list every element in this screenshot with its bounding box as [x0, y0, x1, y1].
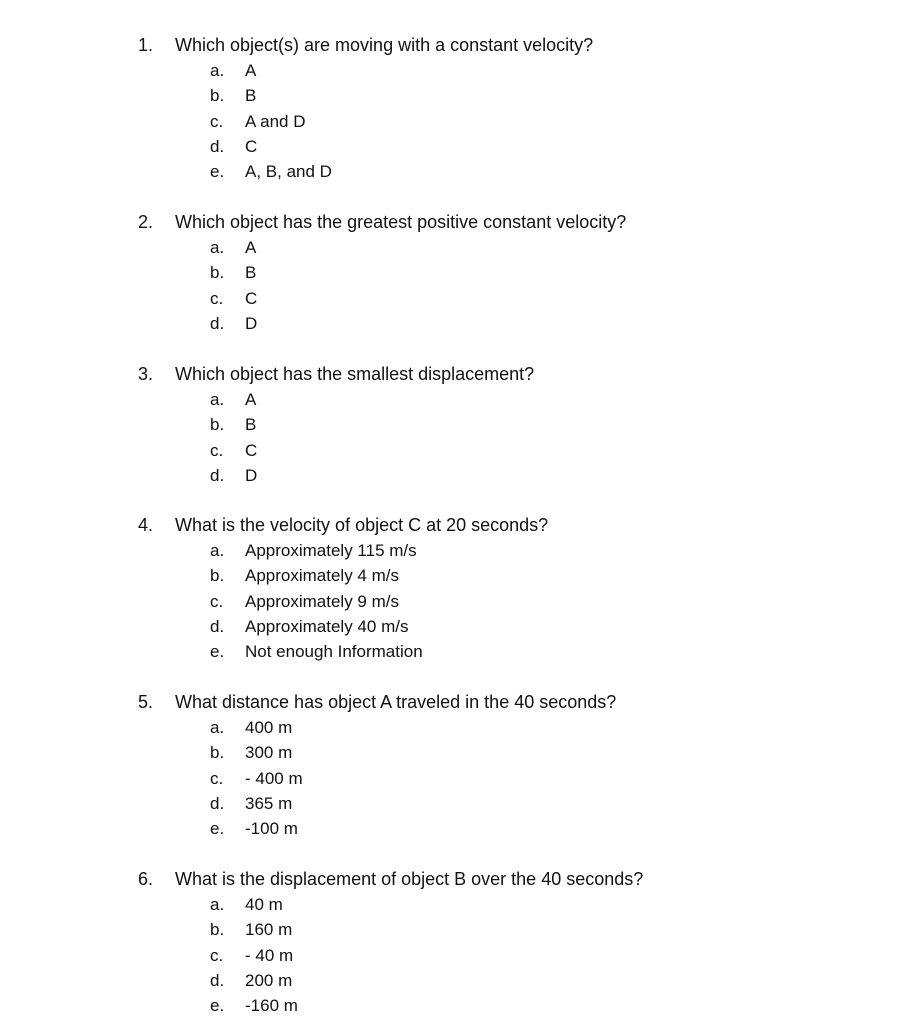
question-text: Which object has the greatest positive constant velocity?	[175, 212, 627, 232]
option-letter: a.	[210, 61, 225, 80]
question-text: Which object has the smallest displacement?	[175, 364, 535, 384]
answer-option	[138, 589, 898, 614]
option-letter: b.	[210, 263, 225, 283]
question-4	[138, 513, 898, 664]
answer-options	[138, 387, 898, 488]
option-letter: d.	[210, 465, 225, 485]
option-letter: e.	[210, 819, 225, 839]
question-stem	[138, 210, 898, 235]
option-letter: c.	[210, 591, 224, 611]
question-stem	[138, 867, 898, 892]
option-letter: a.	[210, 541, 225, 560]
question-stem	[138, 690, 898, 715]
answer-option	[138, 159, 898, 184]
answer-option	[138, 917, 898, 942]
option-letter: c.	[210, 288, 224, 308]
option-letter: c.	[210, 111, 224, 131]
option-letter: b.	[210, 86, 225, 106]
option-letter: a.	[210, 718, 225, 737]
answer-option	[138, 387, 898, 412]
option-text: A	[245, 61, 257, 80]
option-letter: b.	[210, 566, 225, 586]
answer-option	[138, 235, 898, 260]
answer-option	[138, 311, 898, 336]
question-1	[138, 33, 898, 184]
option-text: A	[245, 238, 257, 257]
option-text: C	[245, 136, 258, 156]
option-text: -160 m	[245, 996, 298, 1016]
option-letter: b.	[210, 743, 225, 763]
question-3	[138, 362, 898, 488]
option-letter: d.	[210, 793, 225, 813]
option-text: Approximately 115 m/s	[245, 541, 417, 560]
answer-option	[138, 286, 898, 311]
question-number: 4.	[138, 515, 154, 535]
answer-option	[138, 58, 898, 83]
option-text: C	[245, 288, 258, 308]
question-2	[138, 210, 898, 336]
question-stem	[138, 33, 898, 58]
option-letter: c.	[210, 945, 224, 965]
option-letter: d.	[210, 313, 225, 333]
option-text: Approximately 9 m/s	[245, 591, 399, 611]
answer-option	[138, 538, 898, 563]
option-text: C	[245, 440, 258, 460]
option-text: B	[245, 86, 257, 106]
answer-options	[138, 892, 898, 1018]
option-text: D	[245, 313, 258, 333]
option-text: Approximately 4 m/s	[245, 566, 399, 586]
option-letter: c.	[210, 440, 224, 460]
option-text: - 400 m	[245, 768, 303, 788]
question-text: What is the velocity of object C at 20 seconds?	[175, 515, 549, 535]
answer-option	[138, 83, 898, 108]
option-text: 300 m	[245, 743, 293, 763]
answer-option	[138, 740, 898, 765]
answer-option	[138, 109, 898, 134]
answer-option	[138, 563, 898, 588]
option-letter: b.	[210, 415, 225, 435]
answer-options	[138, 715, 898, 841]
answer-option	[138, 134, 898, 159]
answer-options	[138, 538, 898, 664]
answer-option	[138, 993, 898, 1018]
answer-option	[138, 943, 898, 968]
option-letter: a.	[210, 238, 225, 257]
option-letter: d.	[210, 970, 225, 990]
option-text: 365 m	[245, 793, 293, 813]
answer-options	[138, 58, 898, 184]
answer-option	[138, 412, 898, 437]
option-text: A and D	[245, 111, 306, 131]
option-text: Approximately 40 m/s	[245, 616, 409, 636]
option-letter: e.	[210, 162, 225, 182]
option-text: B	[245, 263, 257, 283]
question-text: Which object(s) are moving with a constant velocity?	[175, 35, 594, 55]
option-text: 200 m	[245, 970, 293, 990]
question-number: 5.	[138, 692, 154, 712]
answer-option	[138, 715, 898, 740]
option-text: D	[245, 465, 258, 485]
answer-option	[138, 968, 898, 993]
question-6	[138, 867, 898, 1018]
option-letter: b.	[210, 920, 225, 940]
option-text: A	[245, 390, 257, 409]
question-number: 6.	[138, 869, 154, 889]
option-text: -100 m	[245, 819, 298, 839]
option-text: - 40 m	[245, 945, 294, 965]
option-text: A, B, and D	[245, 162, 332, 182]
question-5	[138, 690, 898, 841]
answer-option	[138, 892, 898, 917]
option-text: 400 m	[245, 718, 293, 737]
question-number: 1.	[138, 35, 154, 55]
answer-option	[138, 791, 898, 816]
option-text: 160 m	[245, 920, 293, 940]
answer-option	[138, 816, 898, 841]
option-letter: d.	[210, 136, 225, 156]
question-number: 2.	[138, 212, 154, 232]
answer-option	[138, 639, 898, 664]
question-text: What distance has object A traveled in the 40 seconds?	[175, 692, 617, 712]
answer-options	[138, 235, 898, 336]
option-letter: a.	[210, 390, 225, 409]
option-letter: e.	[210, 996, 225, 1016]
option-text: Not enough Information	[245, 642, 423, 662]
option-text: B	[245, 415, 257, 435]
answer-option	[138, 614, 898, 639]
answer-option	[138, 260, 898, 285]
question-text: What is the displacement of object B over the 40 seconds?	[175, 869, 644, 889]
question-stem	[138, 362, 898, 387]
option-letter: d.	[210, 616, 225, 636]
option-letter: a.	[210, 895, 225, 914]
option-letter: e.	[210, 642, 225, 662]
answer-option	[138, 463, 898, 488]
answer-option	[138, 766, 898, 791]
question-number: 3.	[138, 364, 154, 384]
option-text: 40 m	[245, 895, 283, 914]
answer-option	[138, 438, 898, 463]
question-stem	[138, 513, 898, 538]
option-letter: c.	[210, 768, 224, 788]
